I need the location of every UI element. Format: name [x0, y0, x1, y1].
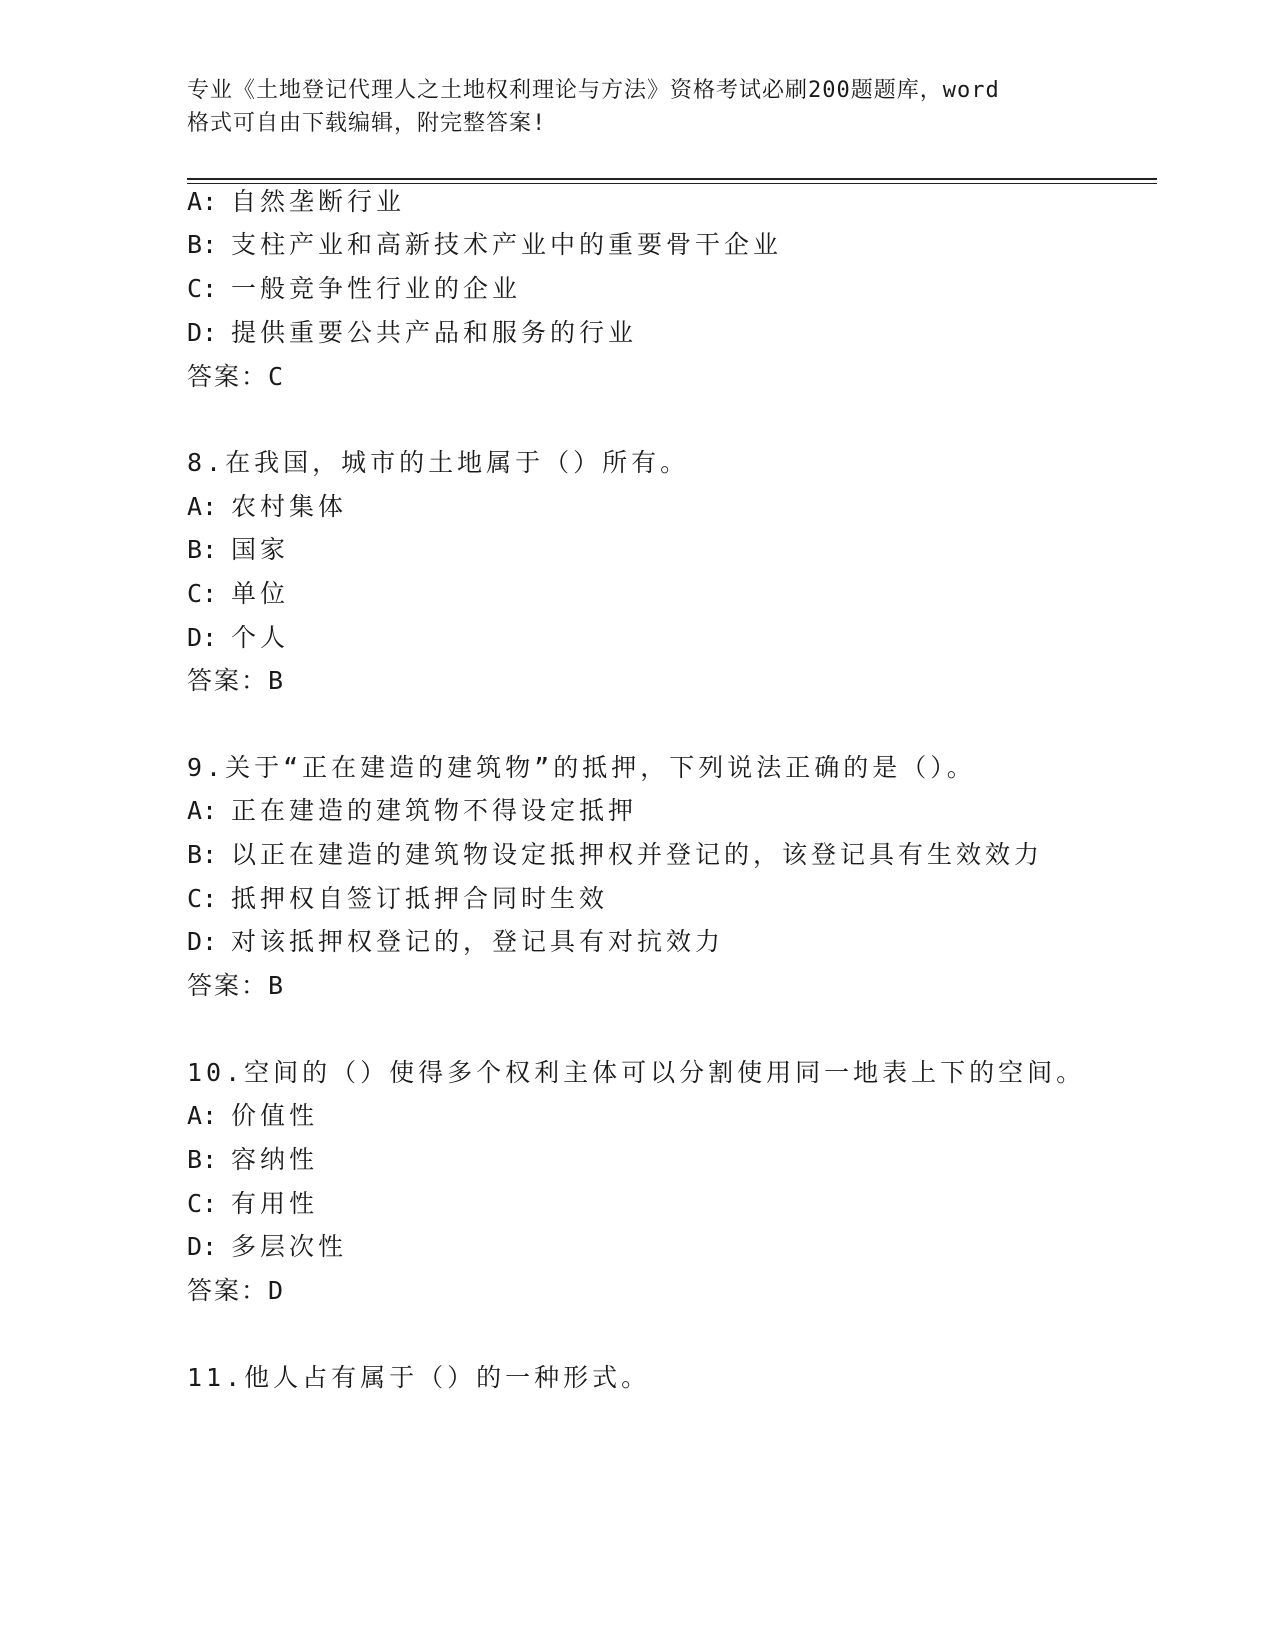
- answer-line: 答案：D: [187, 1276, 285, 1305]
- answer-line: 答案：C: [187, 362, 285, 391]
- answer-value: C: [268, 362, 285, 391]
- option-a: A: 正在建造的建筑物不得设定抵押: [187, 796, 638, 825]
- option-d: D: 个人: [187, 623, 290, 652]
- option-a: A: 价值性: [187, 1101, 319, 1130]
- option-c: C: 一般竞争性行业的企业: [187, 274, 522, 303]
- option-b: B: 支柱产业和高新技术产业中的重要骨干企业: [187, 230, 783, 259]
- option-c: C: 抵押权自签订抵押合同时生效: [187, 884, 609, 913]
- question-stem: 9.关于“正在建造的建筑物”的抵押，下列说法正确的是（）。: [187, 753, 976, 782]
- option-b: B: 容纳性: [187, 1145, 319, 1174]
- option-c: C: 单位: [187, 579, 290, 608]
- answer-line: 答案：B: [187, 666, 285, 695]
- option-b: B: 国家: [187, 535, 290, 564]
- question-stem: 8.在我国，城市的土地属于（）所有。: [187, 448, 690, 477]
- answer-value: D: [268, 1276, 285, 1305]
- document-header: [187, 74, 1067, 140]
- question-stem: 10.空间的（）使得多个权利主体可以分割使用同一地表上下的空间。: [187, 1058, 1086, 1087]
- answer-value: B: [268, 666, 285, 695]
- option-c: C: 有用性: [187, 1189, 319, 1218]
- option-d: D: 提供重要公共产品和服务的行业: [187, 318, 638, 347]
- answer-line: 答案：B: [187, 971, 285, 1000]
- header-line-2: 格式可自由下载编辑，附完整答案!: [187, 111, 547, 136]
- question-stem: 11.他人占有属于（）的一种形式。: [187, 1363, 651, 1392]
- answer-value: B: [268, 971, 285, 1000]
- option-b: B: 以正在建造的建筑物设定抵押权并登记的，该登记具有生效效力: [187, 840, 1044, 869]
- option-a: A: 自然垄断行业: [187, 187, 406, 216]
- option-d: D: 多层次性: [187, 1232, 348, 1261]
- header-line-1: 专业《土地登记代理人之土地权利理论与方法》资格考试必刷200题题库，word: [187, 78, 1000, 103]
- option-d: D: 对该抵押权登记的，登记具有对抗效力: [187, 927, 725, 956]
- option-a: A: 农村集体: [187, 492, 348, 521]
